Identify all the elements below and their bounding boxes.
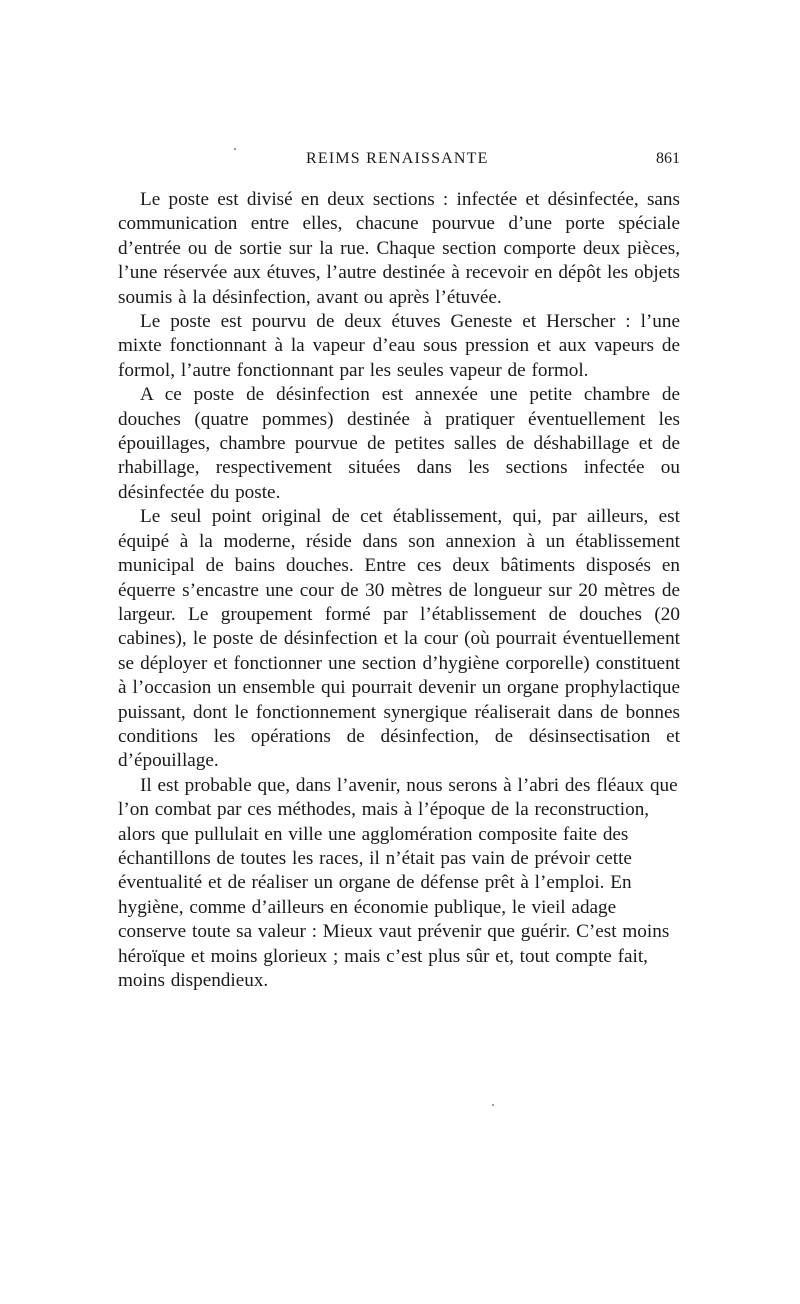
body-text [118, 188, 680, 993]
paragraph-annexion: Le seul point original de cet établissement, qui, par ailleurs, est équipé à la moderne, réside dans son annexion à un établissement municipal de bains douches. Entre ces deux bâtiments disposés en équerre s’encastre une cour de 30 mètres de longueur sur 20 mètres de largeur. Le groupement formé par l’établissement de douches (20 cabines), le poste de désinfection et la cour (où pourrait éventuellement se déployer et fonctionner une section d’hygiène corporelle) constituent à l’occasion un ensemble qui pourrait devenir un organe prophylactique puissant, dont le fonctionnement synergique réaliserait dans de bonnes conditions les opérations de désinfection, de désinsectisation et d’épouillage. [118, 506, 680, 772]
print-speck [234, 148, 236, 150]
paragraph-sections: Le poste est divisé en deux sections : infectée et désinfectée, sans communication entre elles, chacune pourvue d’une porte spéciale d’entrée ou de sortie sur la rue. Chaque section comporte deux pièces, l’une réservée aux étuves, l’autre destinée à recevoir en dépôt les objets soumis à la désinfection, avant ou après l’étuvée. [118, 189, 680, 308]
paragraph-conclusion: Il est probable que, dans l’avenir, nous serons à l’abri des fléaux que l’on combat par ces méthodes, mais à l’époque de la reconstruction, alors que pullulait en ville une agglomération composite faite des échantillons de toutes les races, il n’était pas vain de prévoir cette éventualité et de réaliser un organe de défense prêt à l’emploi. En hygiène, comme d’ailleurs en économie publique, le vieil adage conserve toute sa valeur : Mieux vaut prévenir que guérir. C’est moins héroïque et moins glorieux ; mais c’est plus sûr et, tout compte fait, moins dispendieux. [118, 774, 678, 991]
paragraph-etuves: Le poste est pourvu de deux étuves Geneste et Herscher : l’une mixte fonctionnant à la vapeur d’eau sous pression et aux vapeurs de formol, l’autre fonctionnant par les seules vapeur de formol. [118, 311, 680, 381]
running-title: REIMS RENAISSANTE [306, 150, 489, 167]
page-header [118, 150, 680, 174]
print-speck [492, 1104, 494, 1106]
paragraph-douches: A ce poste de désinfection est annexée une petite chambre de douches (quatre pommes) destinée à pratiquer éventuellement les épouillages, chambre pourvue de petites salles de déshabillage et de rhabillage, respectivement situées dans les sections infectée ou désinfectée du poste. [118, 384, 680, 503]
page-number: 861 [656, 150, 680, 167]
